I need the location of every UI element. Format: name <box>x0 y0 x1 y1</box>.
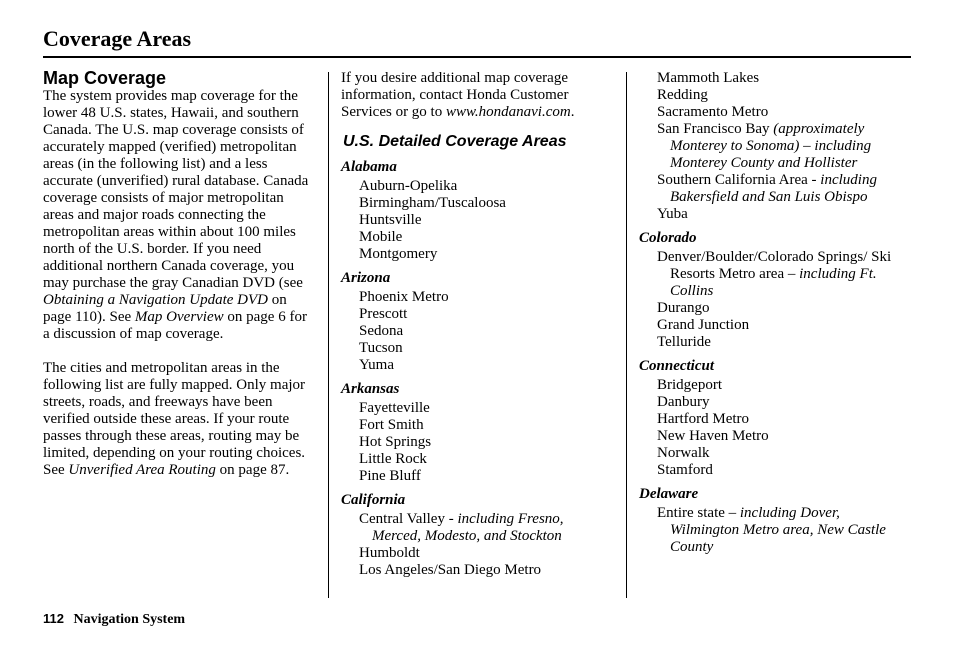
city-list-connecticut <box>639 377 911 479</box>
city-item: Norwalk <box>657 445 710 461</box>
city-name: Entire state – <box>657 505 740 521</box>
city-item: Phoenix Metro <box>359 289 449 305</box>
page-number: 112 <box>43 611 64 626</box>
city-item: Sedona <box>359 323 404 339</box>
city-item: Yuma <box>359 357 394 373</box>
city-item: Los Angeles/San Diego Metro <box>359 562 542 578</box>
city-item: Hartford Metro <box>657 411 750 427</box>
city-item <box>359 511 611 545</box>
city-item: Humboldt <box>359 545 420 561</box>
city-item: Pine Bluff <box>359 468 421 484</box>
city-item: Huntsville <box>359 212 422 228</box>
paragraph-text: on page 87. <box>215 462 290 478</box>
column-map-coverage <box>43 68 315 479</box>
city-list-alabama <box>341 178 611 263</box>
column-divider <box>626 72 627 598</box>
city-item: Birmingham/Tuscaloosa <box>359 195 506 211</box>
city-item: Danbury <box>657 394 710 410</box>
state-heading-connecticut: Connecticut <box>639 358 715 374</box>
city-item <box>657 505 911 556</box>
state-heading-arkansas: Arkansas <box>341 381 400 397</box>
city-item <box>657 172 911 206</box>
city-item: Little Rock <box>359 451 427 467</box>
paragraph-text: on page 6 for a discussion of map coverage. <box>43 309 307 342</box>
city-item: Fort Smith <box>359 417 424 433</box>
footer-label: Navigation System <box>73 612 186 627</box>
state-heading-alabama: Alabama <box>341 159 397 175</box>
city-name: San Francisco Bay <box>657 121 774 137</box>
reference-link-text: Obtaining a Navigation Update DVD <box>43 292 268 308</box>
city-item: Stamford <box>657 462 713 478</box>
page-footer <box>43 611 185 628</box>
paragraph-text: on page 110). See <box>43 292 287 325</box>
city-item: Bridgeport <box>657 377 722 393</box>
city-note: including Bakersfield and San Luis Obispo <box>670 172 877 205</box>
column-coverage-list-2 <box>639 70 911 556</box>
city-list-colorado <box>639 249 911 351</box>
city-item: Fayetteville <box>359 400 430 416</box>
city-note: including Dover, Wilmington Metro area, New Castle County <box>670 505 886 555</box>
city-item: Yuba <box>657 206 688 222</box>
title-divider <box>43 56 911 58</box>
map-coverage-paragraph <box>43 88 315 343</box>
column-coverage-list-1 <box>341 70 611 579</box>
city-note: including Fresno, Merced, Modesto, and Stockton <box>372 511 564 544</box>
city-list-arizona <box>341 289 611 374</box>
state-heading-california: California <box>341 492 406 508</box>
state-heading-delaware: Delaware <box>639 486 699 502</box>
city-item: Redding <box>657 87 708 103</box>
paragraph-text: The cities and metropolitan areas in the following list are fully mapped. Only major streets, roads, and freeways have been verified outside these areas. If your route passes through these areas, routing may be limited, depending on your routing choices. See <box>43 360 306 478</box>
paragraph-text: . <box>570 104 575 120</box>
city-list-california-continued <box>639 70 911 223</box>
city-item: Montgomery <box>359 246 438 262</box>
city-item: New Haven Metro <box>657 428 769 444</box>
city-list-california <box>341 511 611 579</box>
section-heading: Map Coverage <box>43 68 167 88</box>
city-item: Mobile <box>359 229 403 245</box>
city-note: (approximately Monterey to Sonoma) – including Monterey County and Hollister <box>670 121 872 171</box>
city-name: Denver/Boulder/Colorado Springs/ Ski Resorts Metro area – <box>657 249 892 282</box>
city-item: Grand Junction <box>657 317 750 333</box>
fully-mapped-paragraph <box>43 360 315 479</box>
city-item: Mammoth Lakes <box>657 70 760 86</box>
reference-link-text: Map Overview <box>134 309 224 325</box>
state-heading-arizona: Arizona <box>341 270 391 286</box>
city-item: Sacramento Metro <box>657 104 769 120</box>
city-list-delaware <box>639 505 911 556</box>
subsection-heading: U.S. Detailed Coverage Areas <box>343 133 567 150</box>
city-item <box>657 249 911 300</box>
website-text: www.hondanavi.com <box>445 104 571 120</box>
reference-link-text: Unverified Area Routing <box>68 462 216 478</box>
city-note: including Ft. Collins <box>670 266 877 299</box>
city-item: Prescott <box>359 306 408 322</box>
paragraph-text: If you desire additional map coverage information, contact Honda Customer Services or go to <box>341 70 569 120</box>
city-list-arkansas <box>341 400 611 485</box>
city-item: Telluride <box>657 334 711 350</box>
city-item: Hot Springs <box>359 434 432 450</box>
city-item <box>657 121 911 172</box>
column-divider <box>328 72 329 598</box>
contact-paragraph <box>341 70 611 121</box>
page-title: Coverage Areas <box>43 26 192 51</box>
city-name: Southern California Area - <box>657 172 821 188</box>
city-item: Tucson <box>359 340 403 356</box>
city-item: Auburn-Opelika <box>359 178 458 194</box>
state-heading-colorado: Colorado <box>639 230 697 246</box>
city-name: Central Valley - <box>359 511 458 527</box>
city-item: Durango <box>657 300 710 316</box>
paragraph-text: The system provides map coverage for the lower 48 U.S. states, Hawaii, and southern Canada. The U.S. map coverage consists of accurately mapped (verified) metropolitan areas (in the following list) and a less accurate (unverified) rural database. Canada coverage consists of major metropolitan areas and major roads connecting the metropolitan areas within about 100 miles north of the U.S. border. If you need additional northern Canada coverage, you may purchase the gray Canadian DVD (see <box>43 88 309 291</box>
